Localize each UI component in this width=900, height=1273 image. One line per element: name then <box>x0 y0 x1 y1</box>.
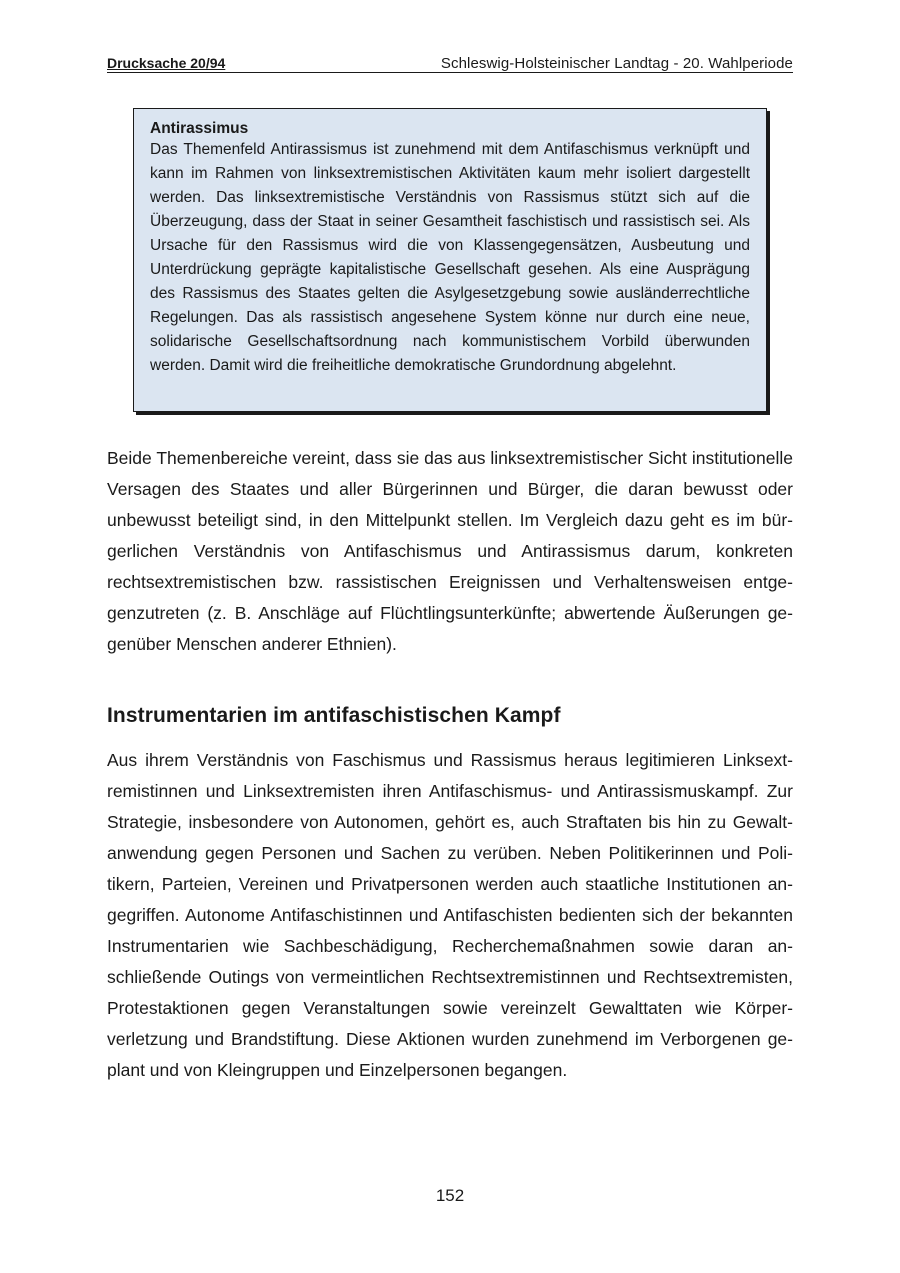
info-box <box>133 108 767 412</box>
page-header <box>107 53 793 73</box>
section-heading: Instrumentarien im antifaschistischen Kampf <box>107 704 561 727</box>
info-box-title: Antirassimus <box>150 120 249 137</box>
body-paragraph-1: Beide Themenbereiche vereint, dass sie das aus linksextremistischer Sicht institutionelle Versagen des Staates und aller Bürgerinnen und Bürger, die daran bewusst oder unbewusst beteiligt sind, in den Mittelpunkt stellen. Im Vergleich dazu geht es im bürgerlichen Verständnis von Antifaschismus und Antirassismus darum, konkreten rechtsextremistischen bzw. rassistischen Ereignissen und Verhaltensweisen entgegenzutreten (z. B. Anschläge auf Flüchtlingsunterkünfte; abwertende Äußerungen gegenüber Menschen anderer Ethnien). <box>107 448 793 654</box>
parliament-title: Schleswig-Holsteinischer Landtag - 20. Wahlperiode <box>440 55 793 72</box>
doc-number: Drucksache 20/94 <box>107 55 226 71</box>
page-number: 152 <box>435 1186 465 1205</box>
body-paragraph-2: Aus ihrem Verständnis von Faschismus und Rassismus heraus legitimieren Linksextremistinnen und Linksextremisten ihren Antifaschismus- und Antirassismuskampf. Zur Strategie, insbesondere von Autonomen, gehört es, auch Straftaten bis hin zu Gewaltanwendung gegen Personen und Sachen zu verüben. Neben Politikerinnen und Politikern, Parteien, Vereinen und Privatpersonen werden auch staatliche Institutionen angegriffen. Autonome Antifaschistinnen und Antifaschisten bedienten sich der bekannten Instrumentarien wie Sachbeschädigung, Recherchemaßnahmen sowie daran anschließende Outings von vermeintlichen Rechtsextremistinnen und Rechtsextremisten, Protestaktionen gegen Veranstaltungen sowie vereinzelt Gewalttaten wie Körperverletzung und Brandstiftung. Diese Aktionen wurden zunehmend im Verborgenen geplant und von Kleingruppen und Einzelpersonen begangen. <box>107 750 793 1080</box>
info-box-text: Das Themenfeld Antirassismus ist zunehmend mit dem Antifaschismus verknüpft und kann im Rahmen von linksextremistischen Aktivitäten kaum mehr isoliert dargestellt werden. Das linksextremistische Verständnis von Rassismus stützt sich auf die Überzeugung, dass der Staat in seiner Gesamtheit faschistisch und rassistisch sei. Als Ursache für den Rassismus wird die von Klassengegensätzen, Ausbeutung und Unterdrückung geprägte kapitalistische Gesellschaft gesehen. Als eine Ausprägung des Rassismus des Staates gelten die Asylgesetzgebung sowie ausländerrechtliche Regelungen. Das als rassistisch angesehene System könne nur durch eine neue, solidarische Gesellschaftsordnung nach kommunistischem Vorbild überwunden werden. Damit wird die freiheitliche demokratische Grundordnung abgelehnt. <box>150 141 750 374</box>
